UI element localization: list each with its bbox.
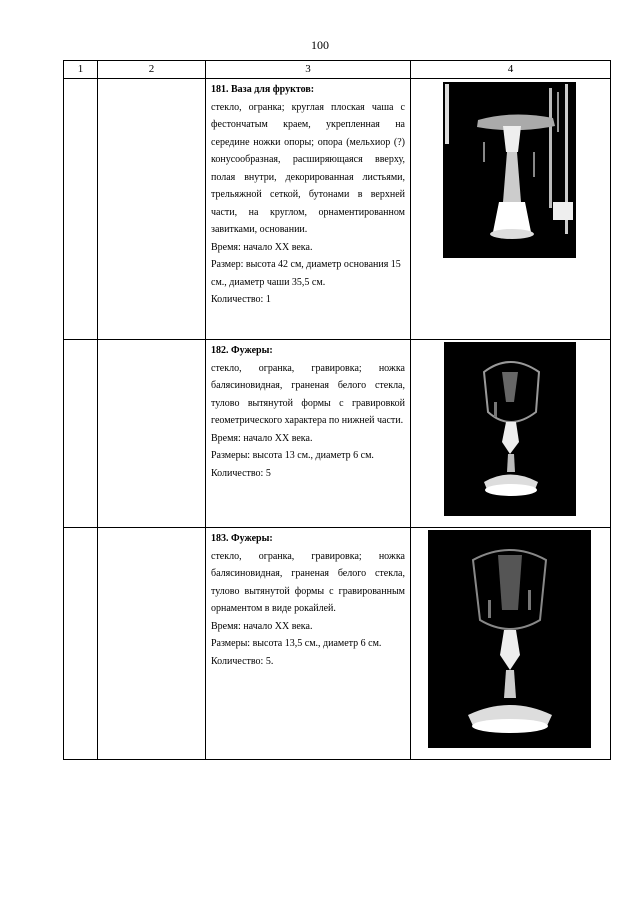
description-cell bbox=[206, 528, 411, 760]
item-time: Время: начало ХХ века. bbox=[211, 241, 313, 253]
description-cell bbox=[206, 340, 411, 528]
column-header-1: 1 bbox=[64, 61, 98, 79]
column-header-2: 2 bbox=[98, 61, 206, 79]
table-row bbox=[64, 340, 611, 528]
wine-glass-photo bbox=[444, 342, 576, 516]
item-title: 182. Фужеры: bbox=[211, 345, 273, 356]
item-title: 181. Ваза для фруктов: bbox=[211, 84, 315, 95]
photo-cell bbox=[411, 79, 611, 340]
photo-cell bbox=[411, 528, 611, 760]
item-quantity: Количество: 5. bbox=[211, 655, 274, 667]
number-cell bbox=[64, 79, 98, 340]
wine-glass-photo bbox=[428, 530, 591, 748]
item-size: Размеры: высота 13 см., диаметр 6 см. bbox=[211, 450, 374, 461]
item-size: Размер: высота 42 см, диаметр основания 15 см., диаметр чаши 35,5 см. bbox=[211, 259, 401, 288]
column-header-3: 3 bbox=[206, 61, 411, 79]
empty-cell bbox=[98, 79, 206, 340]
item-quantity: Количество: 5 bbox=[211, 467, 271, 479]
description-cell bbox=[206, 79, 411, 340]
number-cell bbox=[64, 340, 98, 528]
item-title: 183. Фужеры: bbox=[211, 533, 273, 544]
empty-cell bbox=[98, 528, 206, 760]
item-size: Размеры: высота 13,5 см., диаметр 6 см. bbox=[211, 638, 382, 649]
fruit-vase-photo bbox=[443, 82, 576, 258]
item-time: Время: начало ХХ века. bbox=[211, 620, 313, 632]
number-cell bbox=[64, 528, 98, 760]
item-description: стекло, огранка, гравировка; ножка балясиновидная, граненая белого стекла, тулово вытянутой формы с гравированным орнаментом в виде рокайлей. bbox=[211, 550, 405, 614]
column-header-4: 4 bbox=[411, 61, 611, 79]
item-description: стекло, огранка; круглая плоская чаша с фестончатым краем, укрепленная на середине ножки опоры; опора (мельхиор (?) конусообразная, расширяющаяся вверху, полая внутри, декорированная листьями, трельяжной сеткой, бутонами в верхней части, на круглом, орнаментированном завитками, основании. bbox=[211, 101, 405, 235]
empty-cell bbox=[98, 340, 206, 528]
table-row bbox=[64, 528, 611, 760]
header-row bbox=[64, 61, 611, 79]
table-row bbox=[64, 79, 611, 340]
item-description: стекло, огранка, гравировка; ножка балясиновидная, граненая белого стекла, тулово вытянутой формы с гравировкой геометрического характера по нижней части. bbox=[211, 362, 405, 426]
item-quantity: Количество: 1 bbox=[211, 294, 271, 305]
photo-cell bbox=[411, 340, 611, 528]
item-time: Время: начало ХХ века. bbox=[211, 432, 313, 444]
catalog-table bbox=[63, 60, 611, 760]
page-number: 100 bbox=[311, 38, 329, 52]
